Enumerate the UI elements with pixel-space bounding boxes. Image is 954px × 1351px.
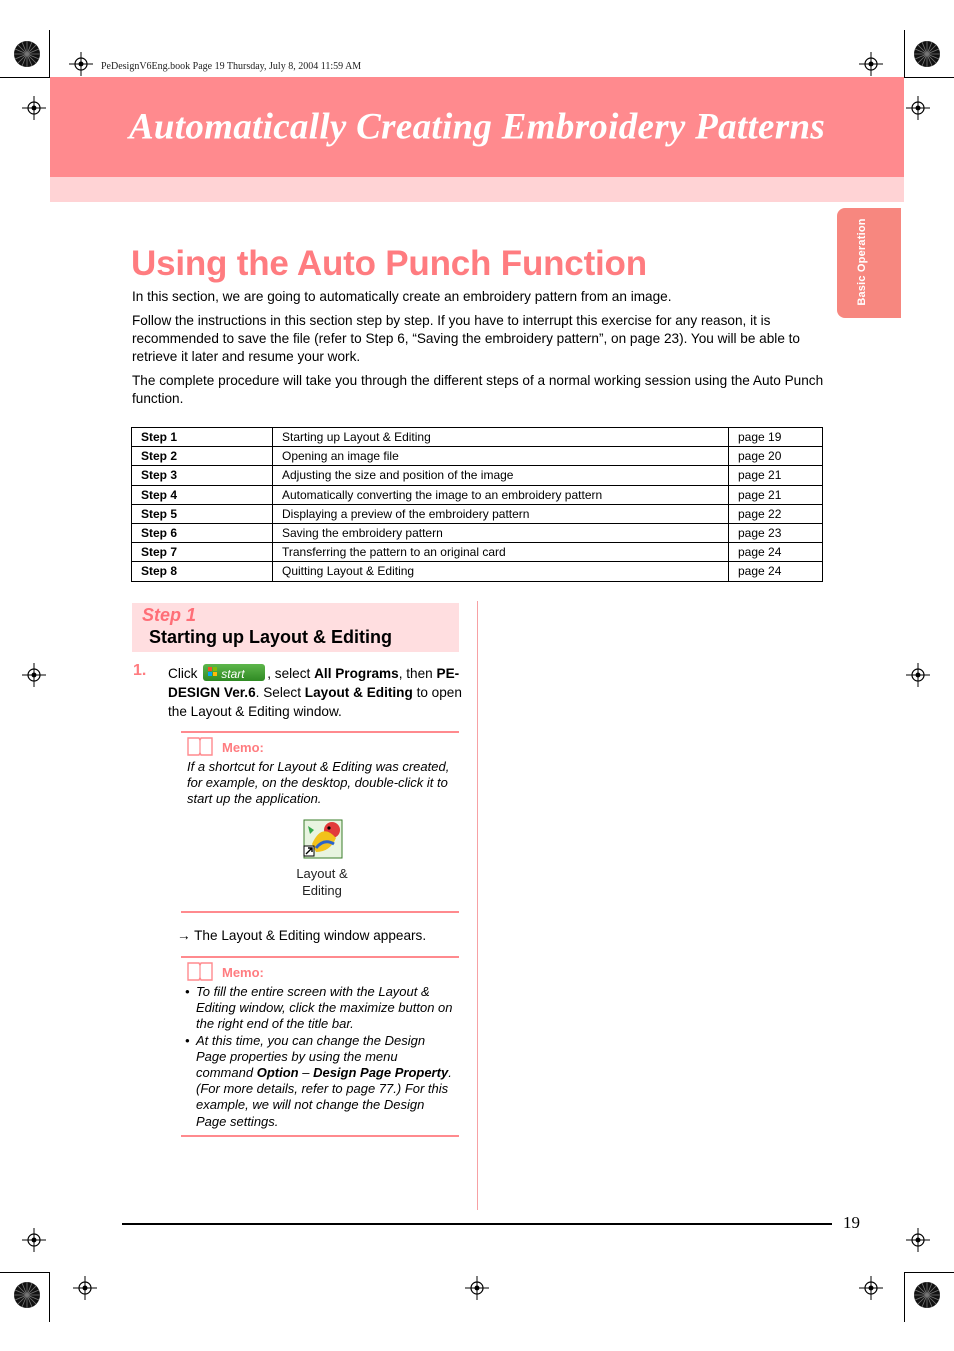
steps-table (131, 427, 823, 582)
step-cell: Step 5 (132, 504, 273, 523)
memo-bullet-text: At this time, you can change the Design Page properties by using the menu command (196, 1032, 426, 1081)
memo-bullet-text: To fill the entire screen with the Layout & Editing window, click the maximize button on the right end of the title bar. (196, 984, 453, 1032)
chapter-banner-strip (50, 177, 904, 202)
instruction-part: , then (398, 666, 433, 681)
instruction-part: to open the Layout & Editing window. (168, 685, 462, 719)
trim-mark (904, 77, 954, 78)
table-row (132, 466, 823, 485)
start-button[interactable] (203, 664, 265, 681)
bullet-glyph: • (185, 1032, 190, 1048)
registration-mark-icon (22, 1228, 46, 1252)
trim-mark (904, 30, 905, 78)
table-row (132, 504, 823, 523)
print-starburst-icon (13, 40, 41, 68)
memo-book-icon (187, 736, 213, 756)
step-cell: Step 8 (132, 562, 273, 581)
registration-mark-icon (73, 1276, 97, 1300)
desc-cell: Quitting Layout & Editing (273, 562, 729, 581)
page-cell: page 21 (729, 466, 823, 485)
table-row (132, 562, 823, 581)
shortcut-label (282, 866, 362, 899)
desc-cell: Adjusting the size and position of the image (273, 466, 729, 485)
trim-mark (49, 30, 50, 78)
instruction-bold: PE-DESIGN Ver.6 (168, 666, 460, 700)
intro-paragraph: Follow the instructions in this section step by step. If you have to interrupt this exercise for any reason, it is recommended to save the file (refer to Step 6, “Saving the embroidery pattern”, on page 23). You will be able to retrieve it later and resume your work. (132, 313, 800, 364)
desc-cell: Automatically converting the image to an embroidery pattern (273, 485, 729, 504)
footer-rule (122, 1223, 832, 1225)
page-number: 19 (843, 1213, 860, 1232)
registration-mark-icon (465, 1276, 489, 1300)
registration-mark-icon (859, 1276, 883, 1300)
trim-mark (904, 1272, 905, 1322)
trim-mark (0, 77, 50, 78)
layout-editing-shortcut-icon[interactable] (302, 818, 346, 860)
desc-cell: Displaying a preview of the embroidery pattern (273, 504, 729, 523)
step-cell: Step 4 (132, 485, 273, 504)
registration-mark-icon (859, 52, 883, 76)
list-item (185, 984, 453, 1033)
instruction-part: , select (267, 666, 311, 681)
page-cell: page 22 (729, 504, 823, 523)
step-cell: Step 1 (132, 428, 273, 447)
section-side-tab-label: Basic Operation (856, 218, 868, 306)
memo-rule (181, 1135, 459, 1137)
windows-flag-icon (208, 667, 218, 677)
page-cell: page 23 (729, 523, 823, 542)
page-cell: page 20 (729, 447, 823, 466)
memo-rule (181, 731, 459, 733)
instruction-part: Click (168, 666, 198, 681)
step-cell: Step 6 (132, 523, 273, 542)
registration-mark-icon (906, 1228, 930, 1252)
start-button-label: start (221, 666, 245, 681)
memo-text: If a shortcut for Layout & Editing was created, for example, on the desktop, double-click it to start up the application. (187, 759, 450, 807)
print-starburst-icon (913, 40, 941, 68)
page-cell: page 19 (729, 428, 823, 447)
menu-dash: – (302, 1065, 310, 1081)
step-title: Starting up Layout & Editing (149, 627, 392, 647)
instruction-part: . Select (255, 685, 301, 700)
registration-mark-icon (69, 52, 93, 76)
registration-mark-icon (906, 663, 930, 687)
result-text: → The Layout & Editing window appears. (177, 928, 427, 943)
table-row (132, 447, 823, 466)
step-label: Step 1 (142, 605, 197, 625)
memo-title: Memo: (222, 965, 264, 980)
trim-mark (904, 1272, 954, 1273)
memo-bullet-list (185, 984, 453, 1130)
table-row (132, 523, 823, 542)
intro-paragraph: In this section, we are going to automatically create an embroidery pattern from an image. (132, 289, 672, 304)
table-row (132, 428, 823, 447)
memo-rule (181, 911, 459, 913)
shortcut-label-line: Editing (302, 882, 342, 898)
registration-mark-icon (22, 663, 46, 687)
step-cell: Step 3 (132, 466, 273, 485)
shortcut-label-line: Layout & (296, 866, 348, 881)
memo-title: Memo: (222, 740, 264, 755)
bullet-glyph: • (185, 984, 190, 999)
list-item (185, 1033, 453, 1130)
step-cell: Step 7 (132, 543, 273, 562)
item-number: 1. (133, 662, 147, 679)
desc-cell: Transferring the pattern to an original card (273, 543, 729, 562)
trim-mark (0, 1272, 50, 1273)
chapter-title: Automatically Creating Embroidery Patterns (128, 106, 826, 148)
intro-paragraph: The complete procedure will take you through the different steps of a normal working session using the Auto Punch function. (132, 373, 824, 406)
desc-cell: Saving the embroidery pattern (273, 523, 729, 542)
registration-mark-icon (906, 96, 930, 120)
memo-bullet-text: . (For more details, refer to page 77.) For this example, we will not change the Design Page settings. (196, 1065, 452, 1129)
print-starburst-icon (913, 1281, 941, 1309)
page-cell: page 21 (729, 485, 823, 504)
table-row (132, 543, 823, 562)
instruction-bold: Layout & Editing (304, 685, 413, 700)
memo-rule (181, 956, 459, 958)
registration-mark-icon (22, 96, 46, 120)
instruction-text (168, 664, 468, 721)
menu-design-page-property: Design Page Property (313, 1065, 449, 1081)
step-cell: Step 2 (132, 447, 273, 466)
memo-book-icon (187, 961, 213, 981)
desc-cell: Starting up Layout & Editing (273, 428, 729, 447)
section-side-tab (837, 208, 901, 318)
column-divider (477, 601, 478, 1210)
desc-cell: Opening an image file (273, 447, 729, 466)
book-header: PeDesignV6Eng.book Page 19 Thursday, July 8, 2004 11:59 AM (101, 61, 362, 72)
menu-option: Option (256, 1065, 299, 1081)
page-cell: page 24 (729, 562, 823, 581)
print-starburst-icon (13, 1281, 41, 1309)
instruction-bold: All Programs (314, 666, 399, 681)
table-row (132, 485, 823, 504)
page-title: Using the Auto Punch Function (131, 244, 647, 283)
page-cell: page 24 (729, 543, 823, 562)
trim-mark (49, 1272, 50, 1322)
